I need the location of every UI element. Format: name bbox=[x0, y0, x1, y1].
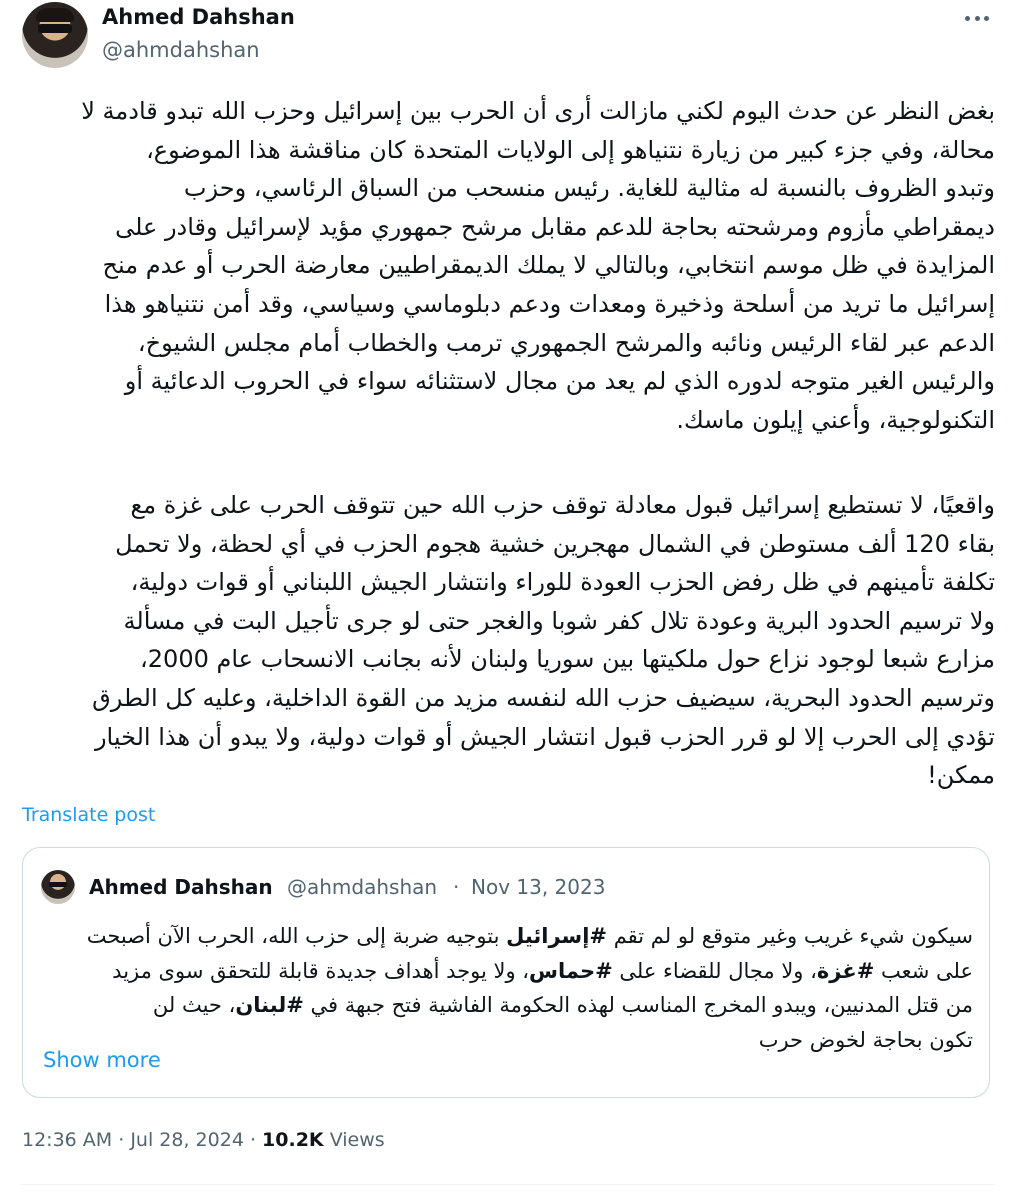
post-meta bbox=[22, 1129, 385, 1151]
post-text-paragraph-2: واقعيًا، لا تستطيع إسرائيل قبول معادلة توقف حزب الله حين تتوقف الحرب على غزة مع بقاء 120 ألف مستوطن في الشمال مهجرين خشية هجوم الحزب في أي لحظة، ولا تحمل تكلفة تأمينهم في ظل رفض الحزب العودة للوراء وانتشار الجيش اللبناني أو قوات دولية، ولا ترسيم الحدود البرية وعودة تلال كفر شوبا والغجر حتى لو جرى تأجيل البت في مسألة مزارع شبعا لوجود نزاع حول ملكيتها بين سوريا ولبنان لأنه بجانب الانسحاب عام 2000، وترسيم الحدود البحرية، سيضيف حزب الله لنفسه مزيد من القوة الداخلية، وعليه كل الطرق تؤدي إلى الحرب إلا لو قرر الحزب قبول انتشار الجيش أو قوات دولية، ولا يبدو أن هذا الخيار ممكن! bbox=[92, 491, 995, 790]
author-name[interactable]: Ahmed Dahshan bbox=[102, 5, 295, 29]
quoted-author-avatar[interactable] bbox=[41, 870, 75, 904]
quoted-author-name[interactable]: Ahmed Dahshan bbox=[89, 875, 273, 899]
show-more-link[interactable]: Show more bbox=[43, 1048, 161, 1072]
views-label: Views bbox=[329, 1129, 385, 1151]
post-date[interactable]: Jul 28, 2024 bbox=[130, 1129, 244, 1151]
avatar-glasses bbox=[49, 882, 67, 887]
quote-text-segment: ، ولا يوجد أهداف جديدة قابلة للتحقق سوى مزيد bbox=[112, 958, 530, 983]
ellipsis-icon[interactable] bbox=[962, 6, 992, 30]
divider bbox=[20, 1184, 995, 1185]
quoted-author-handle[interactable]: @ahmdahshan bbox=[287, 875, 438, 899]
quoted-post-text bbox=[41, 919, 973, 1058]
quote-text-segment: سيكون شيء غريب وغير متوقع لو لم تقم bbox=[607, 924, 973, 948]
post-text-paragraph-1: بغض النظر عن حدث اليوم لكني مازالت أرى أن الحرب بين إسرائيل وحزب الله تبدو قادمة لا محالة، وفي جزء كبير من زيارة نتنياهو إلى الولايات المتحدة كان مناقشة هذا الموضوع، وتبدو الظروف بالنسبة له مثالية للغاية. رئيس منسحب من السباق الرئاسي، وحزب ديمقراطي مأزوم ومرشحته بحاجة للدعم مقابل مرشح جمهوري مؤيد لإسرائيل وقادر على المزايدة في ظل موسم انتخابي، وبالتالي لا يملك الديمقراطيين معارضة الحرب أو عدم منح إسرائيل ما تريد من أسلحة وذخيرة ومعدات ودعم دبلوماسي وسياسي، وقد أمن نتنياهو هذا الدعم عبر لقاء الرئيس ونائبه والمرشح الجمهوري ترمب والخطاب أمام مجلس الشيوخ، والرئيس الغير متوجه لدوره الذي لم يعد من مجال لاستثنائه سواء في الحروب الدعائية أو التكنولوجية، وأعني إيلون ماسك. bbox=[81, 97, 995, 434]
post-time[interactable]: 12:36 AM bbox=[22, 1129, 113, 1151]
separator-dot: · bbox=[249, 1129, 256, 1151]
separator-dot: · bbox=[453, 875, 460, 899]
quoted-post-card[interactable] bbox=[22, 847, 990, 1098]
quote-text-segment: من قتل المدنيين، ويبدو المخرج المناسب لهذه الحكومة الفاشية فتح جبهة في bbox=[303, 993, 973, 1018]
quote-text-segment: على شعب bbox=[874, 958, 973, 983]
quote-text-segment: بتوجيه ضربة إلى حزب الله، الحرب الآن أصبحت bbox=[86, 924, 507, 948]
quote-text-segment: ، ولا مجال للقضاء على bbox=[612, 958, 817, 983]
views-count: 10.2K bbox=[262, 1129, 324, 1151]
hashtag[interactable]: #حماس bbox=[529, 958, 613, 983]
author-avatar[interactable] bbox=[22, 2, 88, 68]
dot bbox=[975, 16, 980, 21]
avatar-glasses bbox=[38, 24, 72, 33]
hashtag[interactable]: #لبنان bbox=[235, 993, 304, 1018]
hashtag[interactable]: #غزة bbox=[816, 958, 875, 983]
author-handle[interactable]: @ahmdahshan bbox=[102, 38, 260, 62]
quoted-post-date[interactable]: Nov 13, 2023 bbox=[471, 875, 606, 899]
quote-text-segment: ، حيث لن bbox=[152, 993, 236, 1018]
quote-text-segment: تكون بحاجة لخوض حرب bbox=[758, 1028, 973, 1053]
separator-dot: · bbox=[118, 1129, 125, 1151]
dot bbox=[984, 16, 989, 21]
dot bbox=[965, 16, 970, 21]
translate-post-link[interactable]: Translate post bbox=[22, 804, 156, 826]
hashtag[interactable]: #إسرائيل bbox=[506, 924, 608, 948]
avatar-hair bbox=[36, 8, 74, 22]
